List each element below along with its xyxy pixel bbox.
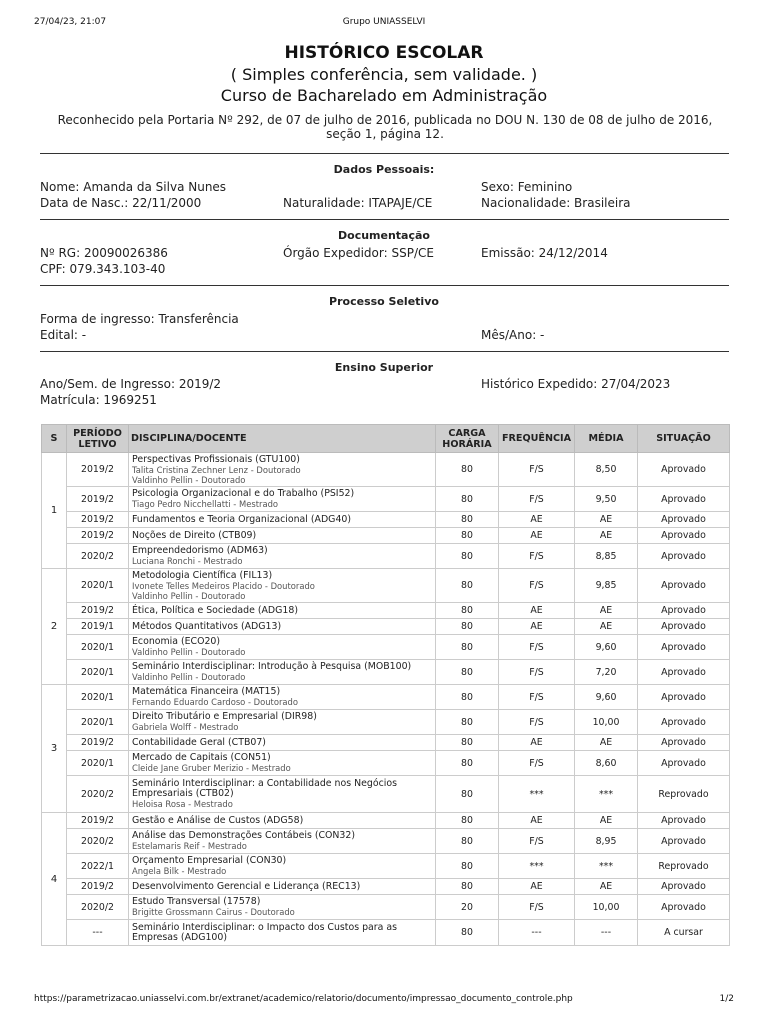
teacher-name: Tiago Pedro Nicchellatti - Mestrado: [132, 499, 279, 509]
discipline-name: Empreendedorismo (ADM63): [132, 545, 268, 556]
selection-section-title: Processo Seletivo: [329, 295, 439, 308]
discipline-name: Análise das Demonstrações Contábeis (CON32): [132, 830, 355, 841]
hours-cell: 80: [436, 879, 499, 895]
period-cell: 2020/1: [67, 685, 129, 710]
rg-issue-date: Emissão: 24/12/2014: [481, 246, 608, 260]
discipline-cell: [129, 735, 436, 751]
grade-cell: 10,00: [575, 895, 638, 920]
teacher-name: Angela Bilk - Mestrado: [132, 866, 227, 876]
table-row: [42, 660, 730, 685]
col-header-semester: S: [42, 425, 67, 453]
course-name: Curso de Bacharelado em Administração: [220, 86, 548, 105]
discipline-cell: [129, 487, 436, 512]
hours-cell: 80: [436, 685, 499, 710]
frequency-cell: AE: [499, 619, 575, 635]
frequency-cell: ***: [499, 776, 575, 813]
hours-cell: 80: [436, 920, 499, 946]
discipline-cell: [129, 569, 436, 603]
hours-cell: 80: [436, 735, 499, 751]
hours-cell: 80: [436, 544, 499, 569]
frequency-cell: AE: [499, 603, 575, 619]
edital: Edital: -: [40, 328, 87, 342]
divider: [40, 153, 729, 154]
discipline-cell: [129, 528, 436, 544]
grade-cell: AE: [575, 735, 638, 751]
hours-cell: 20: [436, 895, 499, 920]
discipline-name: Matemática Financeira (MAT15): [132, 686, 281, 697]
period-cell: 2019/2: [67, 735, 129, 751]
nationality: Nacionalidade: Brasileira: [481, 196, 631, 210]
frequency-cell: F/S: [499, 569, 575, 603]
table-row: [42, 603, 730, 619]
table-row: [42, 569, 730, 603]
frequency-cell: F/S: [499, 829, 575, 854]
hours-cell: 80: [436, 813, 499, 829]
status-cell: Aprovado: [638, 603, 730, 619]
status-cell: Aprovado: [638, 544, 730, 569]
discipline-cell: [129, 776, 436, 813]
document-subtitle: ( Simples conferência, sem validade. ): [230, 65, 538, 84]
student-name: Nome: Amanda da Silva Nunes: [40, 180, 227, 194]
col-header-frequency: FREQUÊNCIA: [499, 425, 575, 453]
table-row: [42, 685, 730, 710]
discipline-cell: [129, 453, 436, 487]
hours-cell: 80: [436, 603, 499, 619]
period-cell: 2019/2: [67, 528, 129, 544]
discipline-cell: [129, 685, 436, 710]
hours-cell: 80: [436, 487, 499, 512]
semester-cell: 4: [42, 813, 67, 946]
col-header-discipline: DISCIPLINA/DOCENTE: [129, 425, 436, 453]
frequency-cell: F/S: [499, 685, 575, 710]
teacher-name: Valdinho Pellin - Doutorado: [132, 647, 246, 657]
personal-section-title: Dados Pessoais:: [333, 163, 435, 176]
hours-cell: 80: [436, 829, 499, 854]
col-header-grade: MÉDIA: [575, 425, 638, 453]
grade-cell: AE: [575, 879, 638, 895]
grade-cell: 9,85: [575, 569, 638, 603]
semester-cell: 3: [42, 685, 67, 813]
hours-cell: 80: [436, 453, 499, 487]
discipline-name: Seminário Interdisciplinar: a Contabilidade nos Negócios Empresariais (CTB02): [132, 778, 397, 799]
table-row: [42, 528, 730, 544]
grade-cell: AE: [575, 619, 638, 635]
discipline-name: Metodologia Científica (FIL13): [132, 569, 273, 581]
table-row: [42, 512, 730, 528]
teacher-name: Heloisa Rosa - Mestrado: [132, 799, 233, 809]
frequency-cell: AE: [499, 528, 575, 544]
table-row: [42, 453, 730, 487]
discipline-name: Direito Tributário e Empresarial (DIR98): [132, 711, 317, 722]
entry-form: Forma de ingresso: Transferência: [40, 312, 239, 326]
status-cell: Aprovado: [638, 829, 730, 854]
discipline-cell: [129, 635, 436, 660]
col-header-status: SITUAÇÃO: [638, 425, 730, 453]
discipline-name: Contabilidade Geral (CTB07): [132, 736, 266, 748]
teacher-name: Valdinho Pellin - Doutorado: [132, 672, 246, 682]
cpf-number: CPF: 079.343.103-40: [40, 262, 166, 276]
discipline-name: Perspectivas Profissionais (GTU100): [132, 453, 300, 465]
discipline-cell: [129, 829, 436, 854]
teacher-name: Talita Cristina Zechner Lenz - Doutorado: [132, 464, 301, 475]
period-cell: 2020/2: [67, 544, 129, 569]
grade-cell: ---: [575, 920, 638, 946]
frequency-cell: AE: [499, 879, 575, 895]
table-header-row: [42, 425, 730, 453]
period-cell: 2020/2: [67, 895, 129, 920]
registration-number: Matrícula: 1969251: [40, 393, 157, 407]
teacher-name: Gabriela Wolff - Mestrado: [132, 722, 239, 732]
birthplace: Naturalidade: ITAPAJE/CE: [283, 196, 433, 210]
grade-cell: 7,20: [575, 660, 638, 685]
period-cell: 2022/1: [67, 854, 129, 879]
documents-section-title: Documentação: [338, 229, 430, 242]
col-header-hours: CARGA HORÁRIA: [436, 425, 499, 453]
table-row: [42, 879, 730, 895]
rg-issuer: Órgão Expedidor: SSP/CE: [283, 246, 434, 260]
teacher-name: Cleide Jane Gruber Merizio - Mestrado: [132, 763, 291, 773]
grade-cell: 9,60: [575, 635, 638, 660]
discipline-name: Psicologia Organizacional e do Trabalho (PSI52): [132, 488, 355, 499]
semester-cell: 2: [42, 569, 67, 685]
table-row: [42, 895, 730, 920]
birth-date: Data de Nasc.: 22/11/2000: [40, 196, 202, 210]
grade-cell: 9,50: [575, 487, 638, 512]
hours-cell: 80: [436, 776, 499, 813]
period-cell: 2020/2: [67, 776, 129, 813]
student-sex: Sexo: Feminino: [481, 180, 573, 194]
print-datetime: 27/04/23, 21:07: [34, 17, 107, 27]
status-cell: Aprovado: [638, 660, 730, 685]
status-cell: Aprovado: [638, 635, 730, 660]
table-row: [42, 813, 730, 829]
table-row: [42, 776, 730, 813]
divider: [40, 351, 729, 352]
frequency-cell: F/S: [499, 660, 575, 685]
status-cell: Aprovado: [638, 487, 730, 512]
recognition-text: Reconhecido pela Portaria Nº 292, de 07 de julho de 2016, publicada no DOU N. 130 de 08 de julho de 2016, seção 1, página 12.: [57, 113, 713, 141]
table-row: [42, 487, 730, 512]
teacher-name: Estelamaris Reif - Mestrado: [132, 841, 247, 851]
semester-cell: 1: [42, 453, 67, 569]
frequency-cell: AE: [499, 735, 575, 751]
table-row: [42, 544, 730, 569]
entry-semester: Ano/Sem. de Ingresso: 2019/2: [40, 377, 222, 391]
issued-date: Histórico Expedido: 27/04/2023: [481, 377, 671, 391]
discipline-name: Fundamentos e Teoria Organizacional (ADG40): [132, 513, 352, 525]
hours-cell: 80: [436, 854, 499, 879]
hours-cell: 80: [436, 710, 499, 735]
period-cell: 2020/2: [67, 829, 129, 854]
frequency-cell: AE: [499, 512, 575, 528]
period-cell: 2020/1: [67, 710, 129, 735]
frequency-cell: AE: [499, 813, 575, 829]
period-cell: 2020/1: [67, 569, 129, 603]
discipline-cell: [129, 879, 436, 895]
status-cell: Reprovado: [638, 776, 730, 813]
status-cell: Aprovado: [638, 685, 730, 710]
period-cell: 2019/2: [67, 879, 129, 895]
status-cell: Aprovado: [638, 735, 730, 751]
table-row: [42, 710, 730, 735]
grade-cell: 8,50: [575, 453, 638, 487]
discipline-cell: [129, 813, 436, 829]
teacher-name: Ivonete Telles Medeiros Placido - Doutorado: [132, 580, 315, 591]
grade-cell: ***: [575, 776, 638, 813]
status-cell: Reprovado: [638, 854, 730, 879]
hours-cell: 80: [436, 619, 499, 635]
period-cell: 2020/1: [67, 660, 129, 685]
status-cell: Aprovado: [638, 879, 730, 895]
discipline-name: Estudo Transversal (17578): [132, 896, 261, 907]
period-cell: 2019/2: [67, 813, 129, 829]
frequency-cell: ---: [499, 920, 575, 946]
frequency-cell: F/S: [499, 710, 575, 735]
hours-cell: 80: [436, 660, 499, 685]
period-cell: 2019/1: [67, 619, 129, 635]
discipline-name: Economia (ECO20): [132, 636, 221, 647]
status-cell: Aprovado: [638, 751, 730, 776]
discipline-cell: [129, 854, 436, 879]
discipline-name: Noções de Direito (CTB09): [132, 529, 257, 541]
status-cell: Aprovado: [638, 813, 730, 829]
discipline-name: Gestão e Análise de Custos (ADG58): [132, 814, 304, 826]
frequency-cell: F/S: [499, 751, 575, 776]
rg-number: Nº RG: 20090026386: [40, 246, 168, 260]
discipline-name: Seminário Interdisciplinar: Introdução à Pesquisa (MOB100): [132, 661, 412, 672]
higher-ed-section-title: Ensino Superior: [334, 361, 434, 374]
period-cell: 2019/2: [67, 603, 129, 619]
grades-table: [41, 424, 730, 946]
discipline-name: Ética, Política e Sociedade (ADG18): [132, 604, 298, 616]
divider: [40, 285, 729, 286]
frequency-cell: F/S: [499, 635, 575, 660]
frequency-cell: F/S: [499, 544, 575, 569]
discipline-cell: [129, 895, 436, 920]
table-row: [42, 854, 730, 879]
frequency-cell: ***: [499, 854, 575, 879]
discipline-name: Mercado de Capitais (CON51): [132, 752, 271, 763]
grade-cell: ***: [575, 854, 638, 879]
table-row: [42, 635, 730, 660]
grade-cell: AE: [575, 512, 638, 528]
grade-cell: AE: [575, 603, 638, 619]
table-row: [42, 735, 730, 751]
hours-cell: 80: [436, 569, 499, 603]
hours-cell: 80: [436, 528, 499, 544]
discipline-cell: [129, 920, 436, 946]
discipline-name: Seminário Interdisciplinar: o Impacto dos Custos para as Empresas (ADG100): [132, 921, 397, 943]
status-cell: Aprovado: [638, 453, 730, 487]
grade-cell: AE: [575, 528, 638, 544]
frequency-cell: F/S: [499, 895, 575, 920]
discipline-cell: [129, 710, 436, 735]
discipline-name: Desenvolvimento Gerencial e Liderança (REC13): [132, 880, 361, 892]
site-title: Grupo UNIASSELVI: [342, 17, 426, 27]
grade-cell: 10,00: [575, 710, 638, 735]
status-cell: Aprovado: [638, 528, 730, 544]
teacher-name: Brigitte Grossmann Cairus - Doutorado: [132, 907, 295, 917]
discipline-cell: [129, 544, 436, 569]
period-cell: 2019/2: [67, 487, 129, 512]
teacher-name: Valdinho Pellin - Doutorado: [132, 474, 246, 485]
hours-cell: 80: [436, 512, 499, 528]
table-row: [42, 619, 730, 635]
frequency-cell: F/S: [499, 453, 575, 487]
col-header-period: PERÍODO LETIVO: [67, 425, 129, 453]
month-year: Mês/Ano: -: [481, 328, 545, 342]
period-cell: 2019/2: [67, 512, 129, 528]
period-cell: 2020/1: [67, 751, 129, 776]
divider: [40, 219, 729, 220]
discipline-cell: [129, 603, 436, 619]
discipline-cell: [129, 751, 436, 776]
teacher-name: Fernando Eduardo Cardoso - Doutorado: [132, 697, 298, 707]
table-row: [42, 751, 730, 776]
discipline-cell: [129, 660, 436, 685]
grade-cell: AE: [575, 813, 638, 829]
grades-body: [42, 453, 730, 946]
page-number: 1/2: [719, 994, 734, 1004]
discipline-cell: [129, 619, 436, 635]
status-cell: Aprovado: [638, 569, 730, 603]
status-cell: Aprovado: [638, 710, 730, 735]
grade-cell: 9,60: [575, 685, 638, 710]
frequency-cell: F/S: [499, 487, 575, 512]
status-cell: A cursar: [638, 920, 730, 946]
hours-cell: 80: [436, 751, 499, 776]
period-cell: 2019/2: [67, 453, 129, 487]
period-cell: ---: [67, 920, 129, 946]
grade-cell: 8,60: [575, 751, 638, 776]
period-cell: 2020/1: [67, 635, 129, 660]
grade-cell: 8,95: [575, 829, 638, 854]
teacher-name: Valdinho Pellin - Doutorado: [132, 590, 246, 601]
document-title: HISTÓRICO ESCOLAR: [284, 43, 484, 63]
table-row: [42, 920, 730, 946]
hours-cell: 80: [436, 635, 499, 660]
status-cell: Aprovado: [638, 619, 730, 635]
status-cell: Aprovado: [638, 512, 730, 528]
status-cell: Aprovado: [638, 895, 730, 920]
teacher-name: Luciana Ronchi - Mestrado: [132, 556, 243, 566]
discipline-cell: [129, 512, 436, 528]
grade-cell: 8,85: [575, 544, 638, 569]
page-url: https://parametrizacao.uniasselvi.com.br/extranet/academico/relatorio/documento/impressao_documento_controle.php: [34, 994, 573, 1004]
discipline-name: Orçamento Empresarial (CON30): [132, 855, 287, 866]
table-row: [42, 829, 730, 854]
discipline-name: Métodos Quantitativos (ADG13): [132, 620, 282, 632]
